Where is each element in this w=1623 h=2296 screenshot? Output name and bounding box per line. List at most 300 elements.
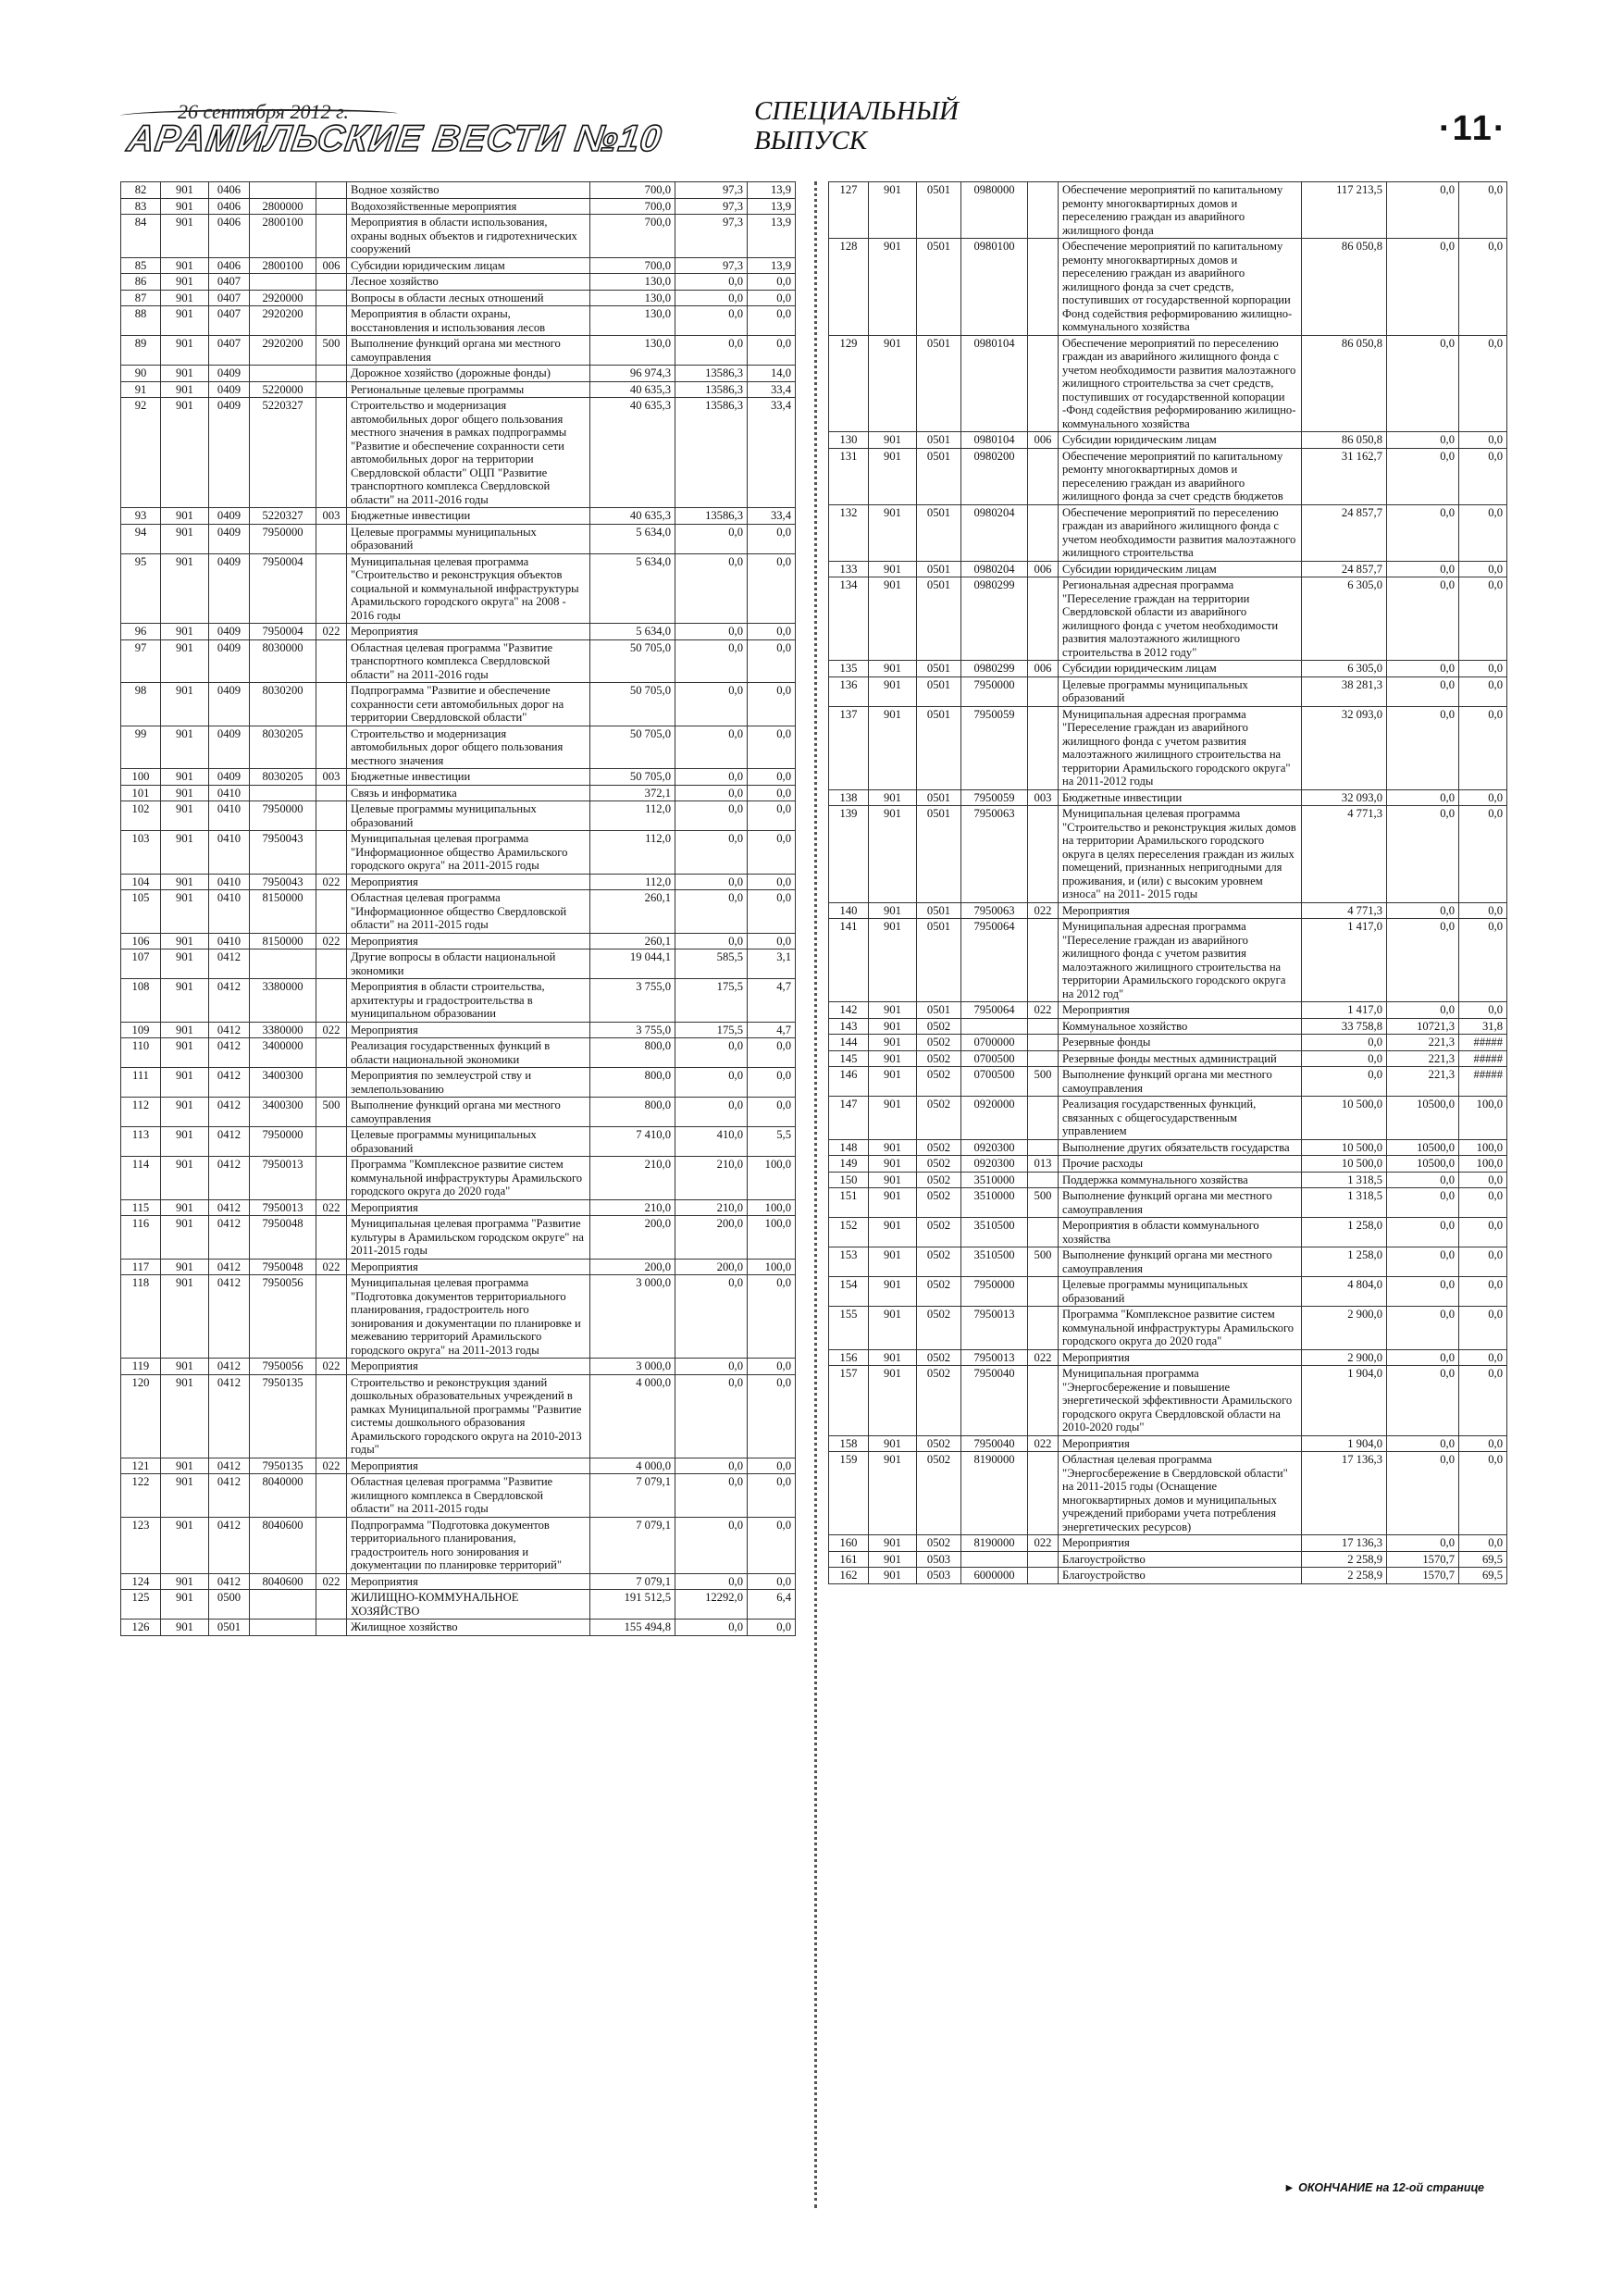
section-code-cell: 0412 bbox=[209, 1517, 250, 1573]
ministry-code-cell: 901 bbox=[161, 215, 209, 258]
expense-type-cell bbox=[1028, 448, 1059, 504]
planned-amount-cell: 50 705,0 bbox=[590, 769, 675, 786]
table-row bbox=[121, 1199, 796, 1216]
expense-type-cell bbox=[1028, 1172, 1059, 1188]
ministry-code-cell: 901 bbox=[869, 676, 917, 706]
expense-type-cell bbox=[316, 726, 347, 769]
row-number-cell: 91 bbox=[121, 381, 161, 398]
executed-amount-cell: 0,0 bbox=[1387, 577, 1459, 661]
execution-percent-cell: 0,0 bbox=[1459, 1002, 1507, 1019]
row-number-cell: 98 bbox=[121, 683, 161, 726]
row-number-cell: 150 bbox=[829, 1172, 869, 1188]
executed-amount-cell: 0,0 bbox=[675, 1068, 748, 1098]
execution-percent-cell: 0,0 bbox=[1459, 577, 1507, 661]
table-row bbox=[121, 1590, 796, 1620]
execution-percent-cell: 0,0 bbox=[748, 553, 796, 624]
table-row bbox=[121, 398, 796, 508]
expense-type-cell: 500 bbox=[316, 1098, 347, 1127]
execution-percent-cell: 4,7 bbox=[748, 1022, 796, 1038]
ministry-code-cell: 901 bbox=[161, 398, 209, 508]
item-name-cell: Выполнение других обязательств государства bbox=[1059, 1139, 1302, 1156]
target-code-cell: 0980204 bbox=[961, 504, 1028, 561]
item-name-cell: Подпрограмма "Подготовка документов территориального планирования, градостроитель ного зонирования и документации по планировке территорий" bbox=[347, 1517, 590, 1573]
target-code-cell: 5220327 bbox=[250, 398, 316, 508]
item-name-cell: Муниципальная адресная программа "Переселение граждан из аварийного жилищного фонда с учетом развития малоэтажного жилищного строительства на территории Арамильского городского округа" на 2011-2012 годы bbox=[1059, 706, 1302, 789]
expense-type-cell: 003 bbox=[316, 769, 347, 786]
section-code-cell: 0409 bbox=[209, 726, 250, 769]
section-code-cell: 0409 bbox=[209, 366, 250, 382]
section-code-cell: 0502 bbox=[917, 1035, 961, 1051]
execution-percent-cell: 13,9 bbox=[748, 257, 796, 274]
target-code-cell: 0920000 bbox=[961, 1097, 1028, 1140]
item-name-cell: Муниципальная целевая программа "Строительство и реконструкция объектов социальной и коммунальной инфраструктуры Арамильского городского округа" на 2008 - 2016 годы bbox=[347, 553, 590, 624]
section-code-cell: 0501 bbox=[917, 561, 961, 577]
ministry-code-cell: 901 bbox=[869, 1551, 917, 1568]
item-name-cell: Реализация государственных функций в области национальной экономики bbox=[347, 1038, 590, 1068]
table-row bbox=[121, 1157, 796, 1200]
target-code-cell: 7950056 bbox=[250, 1275, 316, 1359]
expense-type-cell bbox=[1028, 706, 1059, 789]
item-name-cell: Мероприятия bbox=[347, 874, 590, 890]
ministry-code-cell: 901 bbox=[869, 432, 917, 449]
execution-percent-cell: 0,0 bbox=[1459, 448, 1507, 504]
execution-percent-cell: 0,0 bbox=[748, 726, 796, 769]
target-code-cell: 7950059 bbox=[961, 789, 1028, 806]
executed-amount-cell: 200,0 bbox=[675, 1259, 748, 1275]
executed-amount-cell: 210,0 bbox=[675, 1199, 748, 1216]
ministry-code-cell: 901 bbox=[161, 769, 209, 786]
planned-amount-cell: 1 904,0 bbox=[1302, 1366, 1387, 1436]
row-number-cell: 103 bbox=[121, 831, 161, 875]
row-number-cell: 89 bbox=[121, 336, 161, 366]
item-name-cell: Мероприятия bbox=[1059, 1535, 1302, 1552]
item-name-cell: Областная целевая программа "Энергосбережение в Свердловской области" на 2011-2015 годы (Оснащение многоквартирных домов и муниципальных учреждений приборами учета потребления энергетических ресурсов) bbox=[1059, 1452, 1302, 1535]
section-code-cell: 0502 bbox=[917, 1188, 961, 1218]
executed-amount-cell: 0,0 bbox=[1387, 1218, 1459, 1247]
planned-amount-cell: 112,0 bbox=[590, 801, 675, 831]
executed-amount-cell: 221,3 bbox=[1387, 1035, 1459, 1051]
execution-percent-cell: 0,0 bbox=[1459, 335, 1507, 432]
ministry-code-cell: 901 bbox=[869, 661, 917, 677]
row-number-cell: 145 bbox=[829, 1050, 869, 1067]
expense-type-cell bbox=[316, 553, 347, 624]
right-budget-table bbox=[828, 181, 1507, 1584]
item-name-cell: Выполнение функций органа ми местного самоуправления bbox=[1059, 1067, 1302, 1097]
ministry-code-cell: 901 bbox=[161, 1359, 209, 1375]
item-name-cell: Областная целевая программа "Информационное общество Свердловской области" на 2011-2015 годы bbox=[347, 890, 590, 934]
table-row bbox=[121, 1216, 796, 1260]
executed-amount-cell: 0,0 bbox=[1387, 706, 1459, 789]
expense-type-cell bbox=[1028, 1307, 1059, 1350]
executed-amount-cell: 0,0 bbox=[1387, 1277, 1459, 1307]
item-name-cell: Обеспечение мероприятий по переселению граждан из аварийного жилищного фонда с учетом необходимости развития малоэтажного жилищного строительства за счет средств, поступивших от государственной копорации -Фонд содействия реформированию жилищно-коммунального хозяйства bbox=[1059, 335, 1302, 432]
row-number-cell: 95 bbox=[121, 553, 161, 624]
masthead bbox=[125, 118, 664, 160]
planned-amount-cell: 1 417,0 bbox=[1302, 1002, 1387, 1019]
section-code-cell: 0501 bbox=[917, 706, 961, 789]
item-name-cell: Субсидии юридическим лицам bbox=[1059, 432, 1302, 449]
execution-percent-cell: 0,0 bbox=[748, 1474, 796, 1518]
row-number-cell: 88 bbox=[121, 306, 161, 336]
ministry-code-cell: 901 bbox=[161, 874, 209, 890]
item-name-cell: Резервные фонды bbox=[1059, 1035, 1302, 1051]
table-row bbox=[121, 979, 796, 1023]
ministry-code-cell: 901 bbox=[161, 1068, 209, 1098]
table-row bbox=[121, 366, 796, 382]
table-row bbox=[121, 381, 796, 398]
section-code-cell: 0407 bbox=[209, 306, 250, 336]
executed-amount-cell: 0,0 bbox=[675, 933, 748, 949]
executed-amount-cell: 410,0 bbox=[675, 1127, 748, 1157]
execution-percent-cell: 0,0 bbox=[748, 785, 796, 801]
ministry-code-cell: 901 bbox=[161, 1127, 209, 1157]
item-name-cell: Обеспечение мероприятий по переселению граждан из аварийного жилищного фонда с учетом необходимости развития малоэтажного жилищного строительства bbox=[1059, 504, 1302, 561]
planned-amount-cell: 10 500,0 bbox=[1302, 1097, 1387, 1140]
row-number-cell: 161 bbox=[829, 1551, 869, 1568]
item-name-cell: Обеспечение мероприятий по капитальному ремонту многоквартирных домов и переселению граждан из аварийного жилищного фонда за счет средств бюджетов bbox=[1059, 448, 1302, 504]
item-name-cell: Бюджетные инвестиции bbox=[347, 508, 590, 525]
row-number-cell: 134 bbox=[829, 577, 869, 661]
executed-amount-cell: 0,0 bbox=[1387, 335, 1459, 432]
executed-amount-cell: 0,0 bbox=[675, 553, 748, 624]
executed-amount-cell: 97,3 bbox=[675, 215, 748, 258]
table-row bbox=[829, 1452, 1507, 1535]
target-code-cell: 0980204 bbox=[961, 561, 1028, 577]
ministry-code-cell: 901 bbox=[161, 381, 209, 398]
executed-amount-cell: 0,0 bbox=[675, 785, 748, 801]
planned-amount-cell: 0,0 bbox=[1302, 1050, 1387, 1067]
section-code-cell: 0412 bbox=[209, 1068, 250, 1098]
item-name-cell: Мероприятия в области охраны, восстановления и использования лесов bbox=[347, 306, 590, 336]
ministry-code-cell: 901 bbox=[161, 1590, 209, 1620]
ministry-code-cell: 901 bbox=[869, 806, 917, 903]
table-row bbox=[829, 1366, 1507, 1436]
row-number-cell: 82 bbox=[121, 182, 161, 199]
row-number-cell: 152 bbox=[829, 1218, 869, 1247]
planned-amount-cell: 7 079,1 bbox=[590, 1573, 675, 1590]
execution-percent-cell: 0,0 bbox=[748, 1359, 796, 1375]
row-number-cell: 128 bbox=[829, 239, 869, 336]
section-code-cell: 0501 bbox=[917, 919, 961, 1002]
expense-type-cell: 500 bbox=[1028, 1067, 1059, 1097]
planned-amount-cell: 700,0 bbox=[590, 215, 675, 258]
expense-type-cell bbox=[1028, 1218, 1059, 1247]
target-code-cell: 7950048 bbox=[250, 1216, 316, 1260]
section-code-cell: 0412 bbox=[209, 979, 250, 1023]
executed-amount-cell: 10500,0 bbox=[1387, 1156, 1459, 1173]
planned-amount-cell: 5 634,0 bbox=[590, 624, 675, 640]
section-code-cell: 0501 bbox=[917, 902, 961, 919]
ministry-code-cell: 901 bbox=[869, 1067, 917, 1097]
execution-percent-cell: 33,4 bbox=[748, 381, 796, 398]
table-row bbox=[829, 1307, 1507, 1350]
executed-amount-cell: 210,0 bbox=[675, 1157, 748, 1200]
expense-type-cell bbox=[316, 182, 347, 199]
executed-amount-cell: 0,0 bbox=[675, 639, 748, 683]
execution-percent-cell: 0,0 bbox=[748, 524, 796, 553]
planned-amount-cell: 700,0 bbox=[590, 198, 675, 215]
planned-amount-cell: 32 093,0 bbox=[1302, 706, 1387, 789]
planned-amount-cell: 2 900,0 bbox=[1302, 1307, 1387, 1350]
executed-amount-cell: 0,0 bbox=[675, 1474, 748, 1518]
target-code-cell: 3510000 bbox=[961, 1172, 1028, 1188]
expense-type-cell bbox=[1028, 335, 1059, 432]
target-code-cell: 3400300 bbox=[250, 1068, 316, 1098]
target-code-cell bbox=[250, 274, 316, 291]
table-row bbox=[121, 1068, 796, 1098]
table-row bbox=[121, 1275, 796, 1359]
section-code-cell: 0501 bbox=[917, 504, 961, 561]
table-row bbox=[829, 1349, 1507, 1366]
execution-percent-cell: 0,0 bbox=[748, 1098, 796, 1127]
row-number-cell: 93 bbox=[121, 508, 161, 525]
section-code-cell: 0502 bbox=[917, 1172, 961, 1188]
planned-amount-cell: 3 755,0 bbox=[590, 1022, 675, 1038]
target-code-cell: 8150000 bbox=[250, 933, 316, 949]
row-number-cell: 118 bbox=[121, 1275, 161, 1359]
execution-percent-cell: 0,0 bbox=[1459, 1247, 1507, 1277]
item-name-cell: Лесное хозяйство bbox=[347, 274, 590, 291]
table-row bbox=[121, 1127, 796, 1157]
item-name-cell: Обеспечение мероприятий по капитальному ремонту многоквартирных домов и переселению граждан из аварийного жилищного фонда за счет средств, поступивших от государственной корпорации Фонд содействия реформированию жилищно-коммунального хозяйства bbox=[1059, 239, 1302, 336]
planned-amount-cell: 800,0 bbox=[590, 1098, 675, 1127]
target-code-cell: 7950013 bbox=[250, 1157, 316, 1200]
execution-percent-cell: 0,0 bbox=[1459, 1366, 1507, 1436]
target-code-cell: 7950135 bbox=[250, 1458, 316, 1474]
ministry-code-cell: 901 bbox=[161, 726, 209, 769]
execution-percent-cell: 100,0 bbox=[748, 1199, 796, 1216]
ministry-code-cell: 901 bbox=[161, 1022, 209, 1038]
expense-type-cell bbox=[316, 306, 347, 336]
expense-type-cell bbox=[316, 1127, 347, 1157]
expense-type-cell: 022 bbox=[316, 1259, 347, 1275]
row-number-cell: 147 bbox=[829, 1097, 869, 1140]
planned-amount-cell: 10 500,0 bbox=[1302, 1139, 1387, 1156]
ministry-code-cell: 901 bbox=[161, 306, 209, 336]
item-name-cell: Субсидии юридическим лицам bbox=[1059, 661, 1302, 677]
row-number-cell: 148 bbox=[829, 1139, 869, 1156]
item-name-cell: Муниципальная адресная программа "Переселение граждан из аварийного жилищного фонда с учетом развития малоэтажного жилищного строительства на территории Арамильского городского округа на 2012 год" bbox=[1059, 919, 1302, 1002]
executed-amount-cell: 0,0 bbox=[675, 1458, 748, 1474]
expense-type-cell bbox=[316, 1216, 347, 1260]
section-code-cell: 0501 bbox=[917, 577, 961, 661]
row-number-cell: 123 bbox=[121, 1517, 161, 1573]
section-code-cell: 0502 bbox=[917, 1307, 961, 1350]
planned-amount-cell: 19 044,1 bbox=[590, 949, 675, 979]
expense-type-cell: 013 bbox=[1028, 1156, 1059, 1173]
executed-amount-cell: 13586,3 bbox=[675, 508, 748, 525]
expense-type-cell bbox=[316, 785, 347, 801]
executed-amount-cell: 175,5 bbox=[675, 979, 748, 1023]
item-name-cell: Мероприятия bbox=[1059, 902, 1302, 919]
table-row bbox=[829, 676, 1507, 706]
planned-amount-cell: 1 904,0 bbox=[1302, 1435, 1387, 1452]
expense-type-cell bbox=[1028, 1050, 1059, 1067]
section-code-cell: 0502 bbox=[917, 1452, 961, 1535]
ministry-code-cell: 901 bbox=[161, 1374, 209, 1458]
section-code-cell: 0501 bbox=[209, 1620, 250, 1636]
section-code-cell: 0406 bbox=[209, 257, 250, 274]
issue-number: №10 bbox=[572, 118, 665, 159]
target-code-cell: 8030205 bbox=[250, 726, 316, 769]
target-code-cell bbox=[250, 1620, 316, 1636]
planned-amount-cell: 191 512,5 bbox=[590, 1590, 675, 1620]
target-code-cell: 2920000 bbox=[250, 290, 316, 306]
table-row bbox=[829, 1097, 1507, 1140]
executed-amount-cell: 13586,3 bbox=[675, 398, 748, 508]
row-number-cell: 92 bbox=[121, 398, 161, 508]
expense-type-cell bbox=[316, 683, 347, 726]
table-row bbox=[829, 577, 1507, 661]
row-number-cell: 106 bbox=[121, 933, 161, 949]
section-code-cell: 0410 bbox=[209, 933, 250, 949]
row-number-cell: 110 bbox=[121, 1038, 161, 1068]
ministry-code-cell: 901 bbox=[161, 890, 209, 934]
target-code-cell: 3400000 bbox=[250, 1038, 316, 1068]
row-number-cell: 97 bbox=[121, 639, 161, 683]
section-code-cell: 0412 bbox=[209, 1359, 250, 1375]
section-code-cell: 0503 bbox=[917, 1551, 961, 1568]
row-number-cell: 125 bbox=[121, 1590, 161, 1620]
row-number-cell: 99 bbox=[121, 726, 161, 769]
row-number-cell: 109 bbox=[121, 1022, 161, 1038]
row-number-cell: 140 bbox=[829, 902, 869, 919]
table-row bbox=[121, 785, 796, 801]
execution-percent-cell: 4,7 bbox=[748, 979, 796, 1023]
execution-percent-cell: 0,0 bbox=[1459, 1172, 1507, 1188]
execution-percent-cell: 0,0 bbox=[748, 1275, 796, 1359]
expense-type-cell: 022 bbox=[316, 1199, 347, 1216]
item-name-cell: Коммунальное хозяйство bbox=[1059, 1018, 1302, 1035]
executed-amount-cell: 0,0 bbox=[675, 1275, 748, 1359]
ministry-code-cell: 901 bbox=[161, 1038, 209, 1068]
planned-amount-cell: 86 050,8 bbox=[1302, 335, 1387, 432]
table-row bbox=[829, 1002, 1507, 1019]
planned-amount-cell: 112,0 bbox=[590, 831, 675, 875]
execution-percent-cell: 0,0 bbox=[748, 1038, 796, 1068]
expense-type-cell: 022 bbox=[1028, 1349, 1059, 1366]
table-row bbox=[121, 215, 796, 258]
target-code-cell: 7950000 bbox=[961, 1277, 1028, 1307]
executed-amount-cell: 0,0 bbox=[1387, 676, 1459, 706]
target-code-cell: 0920300 bbox=[961, 1156, 1028, 1173]
executed-amount-cell: 0,0 bbox=[1387, 1435, 1459, 1452]
expense-type-cell bbox=[316, 398, 347, 508]
section-code-cell: 0502 bbox=[917, 1349, 961, 1366]
table-row bbox=[829, 1050, 1507, 1067]
expense-type-cell bbox=[316, 890, 347, 934]
execution-percent-cell: 0,0 bbox=[748, 290, 796, 306]
execution-percent-cell: 0,0 bbox=[1459, 1349, 1507, 1366]
target-code-cell bbox=[250, 366, 316, 382]
expense-type-cell: 022 bbox=[316, 933, 347, 949]
target-code-cell: 7950000 bbox=[961, 676, 1028, 706]
target-code-cell: 7950004 bbox=[250, 553, 316, 624]
row-number-cell: 112 bbox=[121, 1098, 161, 1127]
section-code-cell: 0410 bbox=[209, 801, 250, 831]
executed-amount-cell: 0,0 bbox=[675, 1098, 748, 1127]
row-number-cell: 90 bbox=[121, 366, 161, 382]
executed-amount-cell: 13586,3 bbox=[675, 381, 748, 398]
planned-amount-cell: 24 857,7 bbox=[1302, 561, 1387, 577]
target-code-cell: 2800100 bbox=[250, 215, 316, 258]
ministry-code-cell: 901 bbox=[161, 1573, 209, 1590]
row-number-cell: 124 bbox=[121, 1573, 161, 1590]
section-code-cell: 0502 bbox=[917, 1366, 961, 1436]
execution-percent-cell: 0,0 bbox=[1459, 1452, 1507, 1535]
executed-amount-cell: 221,3 bbox=[1387, 1050, 1459, 1067]
table-row bbox=[829, 561, 1507, 577]
table-row bbox=[121, 1517, 796, 1573]
table-row bbox=[829, 1172, 1507, 1188]
execution-percent-cell: 0,0 bbox=[748, 831, 796, 875]
ministry-code-cell: 901 bbox=[161, 508, 209, 525]
planned-amount-cell: 50 705,0 bbox=[590, 683, 675, 726]
execution-percent-cell: 0,0 bbox=[1459, 1435, 1507, 1452]
target-code-cell: 0980299 bbox=[961, 577, 1028, 661]
section-code-cell: 0502 bbox=[917, 1247, 961, 1277]
target-code-cell: 7950040 bbox=[961, 1435, 1028, 1452]
execution-percent-cell: ##### bbox=[1459, 1035, 1507, 1051]
row-number-cell: 132 bbox=[829, 504, 869, 561]
ministry-code-cell: 901 bbox=[161, 1216, 209, 1260]
ministry-code-cell: 901 bbox=[161, 257, 209, 274]
execution-percent-cell: 100,0 bbox=[748, 1216, 796, 1260]
table-row bbox=[121, 336, 796, 366]
planned-amount-cell: 40 635,3 bbox=[590, 398, 675, 508]
table-row bbox=[829, 902, 1507, 919]
execution-percent-cell: 0,0 bbox=[1459, 706, 1507, 789]
expense-type-cell bbox=[316, 381, 347, 398]
table-row bbox=[121, 1620, 796, 1636]
executed-amount-cell: 0,0 bbox=[675, 1359, 748, 1375]
target-code-cell bbox=[250, 949, 316, 979]
executed-amount-cell: 0,0 bbox=[1387, 789, 1459, 806]
section-code-cell: 0409 bbox=[209, 769, 250, 786]
ministry-code-cell: 901 bbox=[869, 1156, 917, 1173]
execution-percent-cell: 0,0 bbox=[1459, 1188, 1507, 1218]
target-code-cell: 3510500 bbox=[961, 1218, 1028, 1247]
table-row bbox=[121, 831, 796, 875]
continuation-note: ► ОКОНЧАНИЕ на 12-ой странице bbox=[1283, 2181, 1484, 2194]
planned-amount-cell: 260,1 bbox=[590, 933, 675, 949]
section-code-cell: 0407 bbox=[209, 274, 250, 291]
executed-amount-cell: 0,0 bbox=[1387, 1002, 1459, 1019]
item-name-cell: Поддержка коммунального хозяйства bbox=[1059, 1172, 1302, 1188]
execution-percent-cell: 0,0 bbox=[1459, 1277, 1507, 1307]
section-code-cell: 0501 bbox=[917, 1002, 961, 1019]
expense-type-cell: 500 bbox=[1028, 1247, 1059, 1277]
row-number-cell: 96 bbox=[121, 624, 161, 640]
expense-type-cell bbox=[316, 1590, 347, 1620]
executed-amount-cell: 0,0 bbox=[675, 624, 748, 640]
executed-amount-cell: 0,0 bbox=[1387, 1452, 1459, 1535]
row-number-cell: 130 bbox=[829, 432, 869, 449]
expense-type-cell bbox=[1028, 919, 1059, 1002]
executed-amount-cell: 0,0 bbox=[1387, 561, 1459, 577]
execution-percent-cell: 100,0 bbox=[1459, 1156, 1507, 1173]
planned-amount-cell: 2 258,9 bbox=[1302, 1551, 1387, 1568]
ministry-code-cell: 901 bbox=[869, 1002, 917, 1019]
item-name-cell: Мероприятия в области использования, охраны водных объектов и гидротехнических сооружений bbox=[347, 215, 590, 258]
item-name-cell: Мероприятия bbox=[347, 1458, 590, 1474]
row-number-cell: 154 bbox=[829, 1277, 869, 1307]
planned-amount-cell: 200,0 bbox=[590, 1216, 675, 1260]
table-row bbox=[121, 769, 796, 786]
item-name-cell: Муниципальная целевая программа "Информационное общество Арамильского городского округа" на 2011-2015 годы bbox=[347, 831, 590, 875]
execution-percent-cell: 0,0 bbox=[748, 801, 796, 831]
planned-amount-cell: 1 258,0 bbox=[1302, 1218, 1387, 1247]
